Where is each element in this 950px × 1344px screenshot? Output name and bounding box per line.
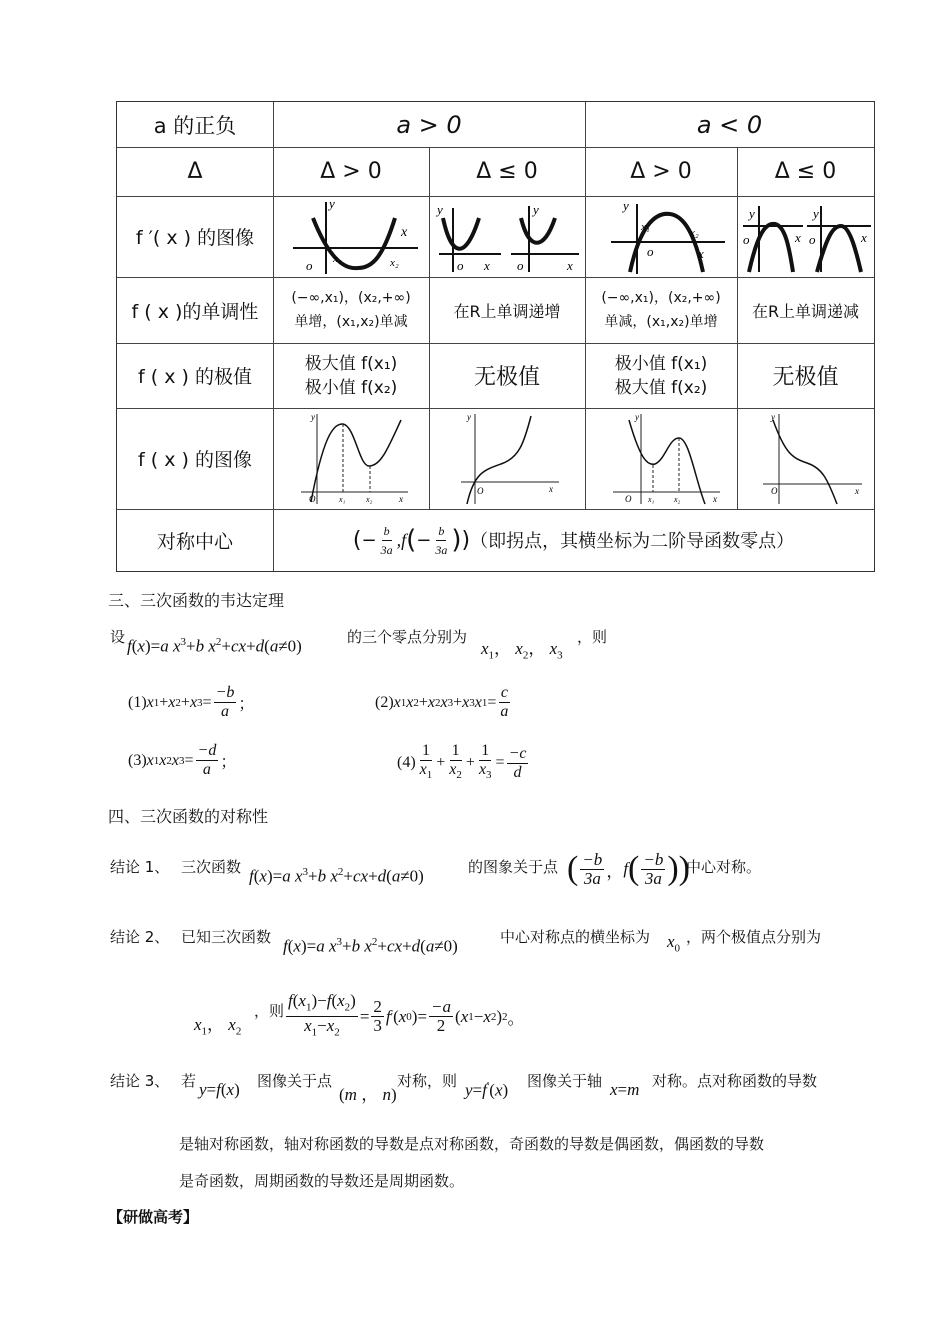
conclusion3-line2: 是轴对称函数，轴对称函数的导数是点对称函数，奇函数的导数是偶函数，偶函数的导数: [179, 1135, 765, 1153]
extreme-case-1-line1: 极大值 f(x₁): [304, 353, 398, 374]
svg-text:x₂: x₂: [390, 257, 399, 269]
conclusion3-line3: 是奇函数，周期函数的导数还是周期函数。: [179, 1172, 465, 1190]
vieta-formula-2: (2) x 1 x 2 + x 2 x 3 + x 3 x 1 = $\frac{c}{a}$: [375, 684, 509, 720]
svg-text:x: x: [713, 494, 717, 504]
derivative-graph-4: [737, 196, 874, 277]
vieta-formula-4: (4) $\frac{1}{x_1}$ + $\frac{1}{x_2}$ + $\frac{1}{x_3}$ = $\frac{-c}{d}$: [397, 742, 527, 782]
conclusion1-prefix: 三次函数: [181, 858, 242, 876]
delta-label: Δ: [187, 159, 203, 184]
svg-text:x: x: [399, 494, 403, 504]
zeros-list: $x_1$， $x_2$， $x_3$: [481, 639, 563, 662]
svg-text:x: x: [861, 230, 867, 245]
mono-case-3-line1: (−∞,x₁)，(x₂,+∞): [601, 290, 721, 306]
conclusion1-suffix: 中心对称。: [686, 858, 762, 876]
delta-case-4: Δ ≤ 0: [774, 159, 837, 184]
svg-text:x: x: [549, 484, 553, 494]
function-graph-4: [737, 408, 874, 509]
svg-text:y: y: [813, 206, 819, 221]
conclusion2-mid: 中心对称点的横坐标为: [500, 928, 651, 946]
conclusion3-label: 结论 3、: [110, 1072, 170, 1090]
row-label-center: 对称中心: [156, 530, 233, 553]
slope-formula: $\frac{f(x_1)-f(x_2)}{x_1-x_2}$ = $\frac{2}{3}$ f ′ ( x 0 )= $\frac{-a}{2}$ ( x 1 − x 2 ) 2 。: [288, 991, 525, 1039]
conclusion3-text-b: 对称，则: [397, 1072, 458, 1090]
header-a-positive: a > 0: [396, 110, 462, 139]
function-graph-3: [585, 408, 737, 509]
svg-text:y: y: [623, 198, 629, 213]
conclusion2-label: 结论 2、: [110, 928, 170, 946]
extreme-case-1: [273, 343, 429, 408]
svg-text:x₂: x₂: [690, 227, 699, 239]
row-label-extreme: f ( x ) 的极值: [138, 366, 252, 388]
extreme-case-1-line2: 极小值 f(x₂): [304, 377, 398, 398]
svg-text:o: o: [743, 232, 750, 247]
svg-text:o: o: [306, 258, 313, 273]
svg-text:y: y: [437, 202, 443, 217]
mono-case-1-line2: 单增，(x₁,x₂)单减: [294, 314, 408, 330]
svg-text:x₁: x₁: [333, 253, 342, 265]
delta-case-3: Δ > 0: [630, 159, 692, 184]
extreme-points-list: $x_1$， $x_2$: [194, 1015, 242, 1038]
center-formula: ( − $\frac{b}{3a}$ ,f ( − $\frac{b}{3a}$ ) ) （即拐点，其横坐标为二阶导函数零点）: [352, 523, 795, 557]
conclusion3-text-c: 图像关于轴: [527, 1072, 603, 1090]
cubic-function-formula-1: f(x)=a $x^3+b$ $x^2+cx+d(a\ne 0)$: [127, 636, 302, 656]
section3-intro-mid: 的三个零点分别为: [347, 628, 468, 646]
function-graph-1: [273, 408, 429, 509]
gaokao-section-label: 【研做高考】: [108, 1208, 199, 1226]
cubic-function-formula-2: f(x)=a $x^3+b$ $x^2+cx+d(a\ne 0)$: [249, 866, 424, 886]
conclusion2-then: ，则: [254, 1002, 285, 1020]
conclusion3-text-d: 对称。点对称函数的导数: [652, 1072, 818, 1090]
svg-text:y: y: [771, 412, 775, 422]
extreme-case-4: 无极值: [772, 365, 839, 390]
mono-case-3: [585, 277, 737, 343]
svg-text:o: o: [457, 258, 464, 273]
cubic-function-formula-3: f(x)=a $x^3+b$ $x^2+cx+d(a\ne 0)$: [283, 936, 458, 956]
point-m-n: (m ， n): [339, 1085, 397, 1104]
svg-text:y: y: [635, 412, 639, 422]
extreme-case-3: [585, 343, 737, 408]
section3-heading: 三、三次函数的韦达定理: [108, 591, 285, 610]
delta-case-2: Δ ≤ 0: [476, 159, 538, 184]
svg-text:x₁: x₁: [648, 495, 655, 504]
extreme-case-2: 无极值: [473, 365, 540, 390]
svg-text:x: x: [484, 258, 490, 273]
svg-text:y: y: [467, 412, 471, 422]
conclusion3-text-a: 图像关于点: [257, 1072, 333, 1090]
header-a-negative: a < 0: [696, 110, 763, 139]
axis-x-eq-m: x=m: [610, 1080, 640, 1099]
conclusion3-prefix: 若: [181, 1072, 197, 1090]
center-abscissa-symbol: $x_0$: [667, 932, 681, 955]
row-label-derivative-graph: f ′( x ) 的图像: [135, 227, 255, 249]
cubic-summary-table: [116, 101, 875, 572]
svg-text:O: O: [625, 494, 632, 504]
center-description: （即拐点，其横坐标为二阶导函数零点）: [470, 531, 795, 552]
mono-case-4: 在R上单调递减: [751, 301, 860, 321]
svg-text:x: x: [855, 486, 859, 496]
extreme-case-3-line2: 极大值 f(x₂): [614, 377, 708, 398]
section4-heading: 四、三次函数的对称性: [108, 807, 269, 826]
conclusion2-prefix: 已知三次函数: [181, 928, 272, 946]
symmetry-center-point: ( $\frac{-b}{3a}$ ， f ( $\frac{-b}{3a}$ )): [567, 849, 691, 888]
svg-text:x: x: [401, 225, 408, 240]
svg-text:x: x: [795, 230, 801, 245]
conclusion1-label: 结论 1、: [110, 858, 170, 876]
conclusion2-suffix: ，两个极值点分别为: [686, 928, 822, 946]
svg-text:x: x: [698, 246, 704, 261]
derivative-graph-1: [273, 196, 429, 277]
svg-text:o: o: [809, 232, 816, 247]
header-sign-label: a 的正负: [153, 113, 237, 138]
svg-text:o: o: [647, 244, 654, 259]
svg-text:O: O: [771, 486, 778, 496]
svg-text:x: x: [567, 258, 573, 273]
function-y-fx: y=f(x): [199, 1080, 240, 1099]
svg-text:x₁: x₁: [641, 221, 650, 233]
derivative-y-fpx: y=f′(x): [465, 1080, 509, 1100]
vieta-formula-3: (3) x 1 x 2 x 3 = $\frac{-d}{a}$ ；: [128, 742, 237, 778]
svg-text:y: y: [533, 202, 539, 217]
svg-text:x₁: x₁: [339, 495, 346, 504]
row-label-function-graph: f ( x ) 的图像: [138, 449, 252, 471]
extreme-case-3-line1: 极小值 f(x₁): [614, 353, 708, 374]
svg-text:O: O: [309, 494, 316, 504]
section3-intro-prefix: 设: [110, 628, 126, 646]
function-graph-2: [429, 408, 585, 509]
vieta-formula-1: (1) x 1 + x 2 + x 3 = $\frac{-b}{a}$ ；: [128, 684, 255, 720]
row-label-monotonicity: f ( x )的单调性: [131, 300, 259, 323]
svg-text:x₂: x₂: [674, 495, 681, 504]
derivative-graph-3: [585, 196, 737, 277]
mono-case-1-line1: (−∞,x₁)，(x₂,+∞): [291, 290, 411, 306]
svg-text:o: o: [517, 258, 524, 273]
conclusion1-mid: 的图象关于点: [468, 858, 559, 876]
svg-text:x₂: x₂: [366, 495, 373, 504]
svg-text:O: O: [477, 486, 484, 496]
mono-case-1: [273, 277, 429, 343]
mono-case-3-line2: 单减，(x₁,x₂)单增: [604, 314, 718, 330]
svg-text:y: y: [749, 206, 755, 221]
mono-case-2: 在R上单调递增: [453, 301, 561, 321]
svg-text:y: y: [329, 196, 335, 211]
derivative-graph-2: [429, 196, 585, 277]
svg-text:y: y: [311, 412, 315, 422]
section3-intro-suffix: ，则: [577, 628, 608, 646]
delta-case-1: Δ > 0: [320, 159, 382, 184]
